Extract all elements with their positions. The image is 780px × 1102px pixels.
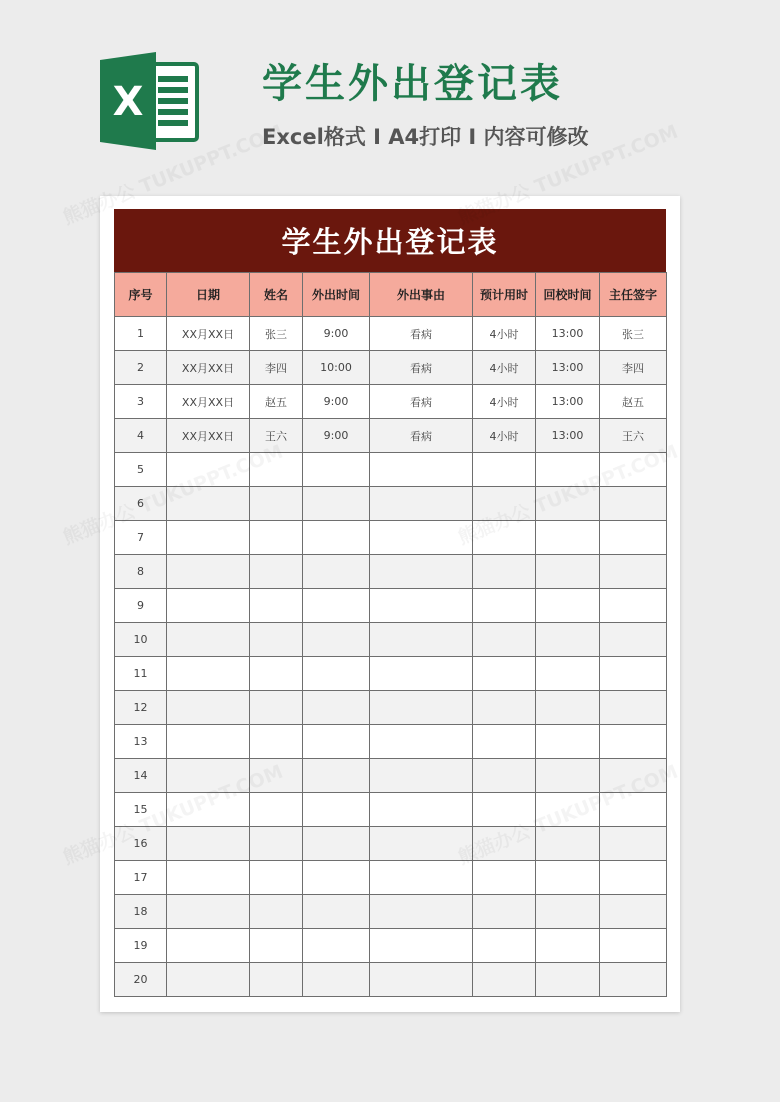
table-cell[interactable] <box>536 521 600 555</box>
table-cell[interactable] <box>370 793 473 827</box>
table-cell[interactable]: 20 <box>115 963 167 997</box>
table-row <box>115 827 667 861</box>
table-cell[interactable]: 4小时 <box>473 419 536 453</box>
table-cell[interactable]: 6 <box>115 487 167 521</box>
table-cell[interactable] <box>536 487 600 521</box>
table-cell[interactable]: 看病 <box>370 419 473 453</box>
table-cell[interactable] <box>370 555 473 589</box>
table-cell[interactable]: 10:00 <box>303 351 370 385</box>
table-cell[interactable] <box>370 487 473 521</box>
table-body <box>115 317 667 997</box>
table-cell[interactable] <box>600 793 667 827</box>
table-cell[interactable] <box>600 759 667 793</box>
table-cell[interactable] <box>250 555 303 589</box>
table-cell[interactable] <box>600 929 667 963</box>
table-cell[interactable] <box>600 521 667 555</box>
table-cell[interactable]: 15 <box>115 793 167 827</box>
table-row <box>115 385 667 419</box>
table-cell[interactable]: 4小时 <box>473 351 536 385</box>
table-cell[interactable] <box>536 555 600 589</box>
table-cell[interactable] <box>370 759 473 793</box>
column-header: 回校时间 <box>536 273 600 317</box>
table-cell[interactable] <box>600 589 667 623</box>
table-cell[interactable] <box>473 623 536 657</box>
table-cell[interactable] <box>473 555 536 589</box>
table-cell[interactable]: 赵五 <box>250 385 303 419</box>
table-cell[interactable] <box>370 623 473 657</box>
table-row <box>115 589 667 623</box>
table-cell[interactable]: 13:00 <box>536 385 600 419</box>
table-cell[interactable]: 13:00 <box>536 419 600 453</box>
table-cell[interactable]: 李四 <box>600 351 667 385</box>
table-cell[interactable] <box>250 623 303 657</box>
table-cell[interactable]: 看病 <box>370 317 473 351</box>
table-cell[interactable]: 17 <box>115 861 167 895</box>
table-cell[interactable]: 4小时 <box>473 317 536 351</box>
table-cell[interactable]: 1 <box>115 317 167 351</box>
table-cell[interactable] <box>303 861 370 895</box>
table-cell[interactable]: 13:00 <box>536 351 600 385</box>
table-cell[interactable]: 看病 <box>370 385 473 419</box>
table-cell[interactable] <box>473 589 536 623</box>
table-cell[interactable] <box>600 963 667 997</box>
banner <box>0 0 780 190</box>
table-cell[interactable] <box>473 929 536 963</box>
table-cell[interactable]: 13:00 <box>536 317 600 351</box>
table-cell[interactable] <box>167 691 250 725</box>
table-cell[interactable]: XX月XX日 <box>167 351 250 385</box>
table-cell[interactable] <box>250 487 303 521</box>
table-cell[interactable] <box>600 453 667 487</box>
table-cell[interactable] <box>473 759 536 793</box>
table-cell[interactable] <box>536 963 600 997</box>
table-cell[interactable] <box>473 963 536 997</box>
column-header: 外出事由 <box>370 273 473 317</box>
table-cell[interactable]: 19 <box>115 929 167 963</box>
table-cell[interactable] <box>167 623 250 657</box>
table-cell[interactable] <box>167 521 250 555</box>
table-cell[interactable] <box>303 929 370 963</box>
table-cell[interactable] <box>370 691 473 725</box>
table-cell[interactable]: XX月XX日 <box>167 317 250 351</box>
table-cell[interactable] <box>473 895 536 929</box>
table-cell[interactable] <box>303 589 370 623</box>
table-cell[interactable] <box>536 895 600 929</box>
table-cell[interactable] <box>600 861 667 895</box>
table-cell[interactable] <box>303 759 370 793</box>
table-cell[interactable] <box>250 453 303 487</box>
table-row <box>115 929 667 963</box>
table-cell[interactable] <box>536 657 600 691</box>
table-cell[interactable] <box>303 895 370 929</box>
table-cell[interactable] <box>250 827 303 861</box>
table-cell[interactable] <box>536 623 600 657</box>
table-cell[interactable] <box>370 521 473 555</box>
excel-icon <box>100 52 200 150</box>
table-cell[interactable] <box>600 657 667 691</box>
column-header: 日期 <box>167 273 250 317</box>
page-title: 学生外出登记表 <box>262 61 563 107</box>
table-cell[interactable] <box>370 589 473 623</box>
table-cell[interactable] <box>250 521 303 555</box>
table-cell[interactable]: 2 <box>115 351 167 385</box>
table-cell[interactable] <box>600 725 667 759</box>
table-cell[interactable]: 7 <box>115 521 167 555</box>
table-cell[interactable] <box>303 487 370 521</box>
table-cell[interactable] <box>250 657 303 691</box>
table-cell[interactable] <box>303 555 370 589</box>
table-cell[interactable] <box>600 895 667 929</box>
table-cell[interactable] <box>473 521 536 555</box>
table-cell[interactable] <box>303 827 370 861</box>
table-cell[interactable] <box>473 827 536 861</box>
table-cell[interactable] <box>250 691 303 725</box>
table-cell[interactable] <box>167 861 250 895</box>
table-cell[interactable] <box>473 453 536 487</box>
table-cell[interactable]: XX月XX日 <box>167 419 250 453</box>
table-cell[interactable]: XX月XX日 <box>167 385 250 419</box>
table-cell[interactable]: 14 <box>115 759 167 793</box>
table-cell[interactable] <box>303 963 370 997</box>
table-row <box>115 453 667 487</box>
table-cell[interactable] <box>250 759 303 793</box>
excel-icon-letter: X <box>112 79 144 125</box>
table-cell[interactable] <box>250 861 303 895</box>
table-cell[interactable]: 张三 <box>250 317 303 351</box>
table-cell[interactable] <box>167 453 250 487</box>
table-cell[interactable]: 9 <box>115 589 167 623</box>
table-cell[interactable] <box>370 963 473 997</box>
table-cell[interactable] <box>536 453 600 487</box>
table-row <box>115 419 667 453</box>
table-cell[interactable] <box>167 657 250 691</box>
table-cell[interactable] <box>370 827 473 861</box>
column-header: 外出时间 <box>303 273 370 317</box>
table-header-row <box>115 273 667 317</box>
table-row <box>115 725 667 759</box>
table-cell[interactable] <box>167 725 250 759</box>
table-cell[interactable]: 8 <box>115 555 167 589</box>
table-row <box>115 861 667 895</box>
table-cell[interactable] <box>536 589 600 623</box>
table-cell[interactable] <box>370 657 473 691</box>
table-cell[interactable] <box>167 895 250 929</box>
table-cell[interactable]: 王六 <box>600 419 667 453</box>
table-cell[interactable]: 9:00 <box>303 419 370 453</box>
table-cell[interactable]: 16 <box>115 827 167 861</box>
column-header: 预计用时 <box>473 273 536 317</box>
table-cell[interactable] <box>167 827 250 861</box>
table-row <box>115 521 667 555</box>
table-cell[interactable] <box>473 487 536 521</box>
table-cell[interactable]: 10 <box>115 623 167 657</box>
table-cell[interactable] <box>303 657 370 691</box>
column-header: 姓名 <box>250 273 303 317</box>
sheet-title: 学生外出登记表 <box>114 209 666 272</box>
table-cell[interactable] <box>370 861 473 895</box>
table-cell[interactable] <box>536 725 600 759</box>
sheet-page <box>100 196 680 1012</box>
table-row <box>115 487 667 521</box>
table-cell[interactable] <box>370 725 473 759</box>
column-header: 主任签字 <box>600 273 667 317</box>
table-cell[interactable] <box>370 895 473 929</box>
table-cell[interactable]: 11 <box>115 657 167 691</box>
table-cell[interactable]: 13 <box>115 725 167 759</box>
table-row <box>115 793 667 827</box>
table-cell[interactable] <box>600 691 667 725</box>
table-cell[interactable] <box>167 929 250 963</box>
table-cell[interactable] <box>536 759 600 793</box>
table-cell[interactable] <box>167 555 250 589</box>
table-row <box>115 963 667 997</box>
table-cell[interactable] <box>536 827 600 861</box>
table-cell[interactable] <box>167 759 250 793</box>
table-row <box>115 555 667 589</box>
register-table <box>114 272 667 997</box>
table-cell[interactable] <box>303 793 370 827</box>
table-cell[interactable]: 3 <box>115 385 167 419</box>
table-cell[interactable] <box>303 521 370 555</box>
table-cell[interactable]: 12 <box>115 691 167 725</box>
table-cell[interactable]: 4 <box>115 419 167 453</box>
table-cell[interactable] <box>536 691 600 725</box>
table-cell[interactable] <box>600 555 667 589</box>
table-cell[interactable] <box>473 691 536 725</box>
table-row <box>115 759 667 793</box>
table-cell[interactable] <box>303 453 370 487</box>
table-cell[interactable] <box>167 793 250 827</box>
table-cell[interactable]: 看病 <box>370 351 473 385</box>
table-cell[interactable] <box>473 861 536 895</box>
table-row <box>115 895 667 929</box>
table-cell[interactable]: 9:00 <box>303 317 370 351</box>
table-cell[interactable] <box>303 691 370 725</box>
table-cell[interactable] <box>303 623 370 657</box>
table-cell[interactable]: 9:00 <box>303 385 370 419</box>
table-cell[interactable] <box>250 589 303 623</box>
table-row <box>115 317 667 351</box>
table-cell[interactable] <box>536 929 600 963</box>
table-cell[interactable] <box>250 963 303 997</box>
table-cell[interactable] <box>167 487 250 521</box>
column-header: 序号 <box>115 273 167 317</box>
table-cell[interactable]: 王六 <box>250 419 303 453</box>
table-cell[interactable] <box>600 487 667 521</box>
table-cell[interactable] <box>600 623 667 657</box>
table-cell[interactable]: 李四 <box>250 351 303 385</box>
table-row <box>115 657 667 691</box>
table-cell[interactable] <box>600 827 667 861</box>
table-cell[interactable] <box>536 861 600 895</box>
table-cell[interactable] <box>167 963 250 997</box>
table-row <box>115 691 667 725</box>
table-cell[interactable] <box>250 895 303 929</box>
table-cell[interactable] <box>303 725 370 759</box>
table-cell[interactable] <box>167 589 250 623</box>
table-cell[interactable] <box>473 725 536 759</box>
table-cell[interactable]: 赵五 <box>600 385 667 419</box>
table-row <box>115 623 667 657</box>
table-cell[interactable] <box>370 453 473 487</box>
table-cell[interactable] <box>473 657 536 691</box>
table-cell[interactable] <box>250 725 303 759</box>
table-cell[interactable]: 18 <box>115 895 167 929</box>
table-cell[interactable]: 张三 <box>600 317 667 351</box>
table-cell[interactable] <box>370 929 473 963</box>
table-cell[interactable]: 5 <box>115 453 167 487</box>
table-cell[interactable]: 4小时 <box>473 385 536 419</box>
page-subtitle: Excel格式 I A4打印 I 内容可修改 <box>262 125 589 149</box>
table-cell[interactable] <box>536 793 600 827</box>
table-cell[interactable] <box>473 793 536 827</box>
table-cell[interactable] <box>250 929 303 963</box>
table-cell[interactable] <box>250 793 303 827</box>
table-row <box>115 351 667 385</box>
